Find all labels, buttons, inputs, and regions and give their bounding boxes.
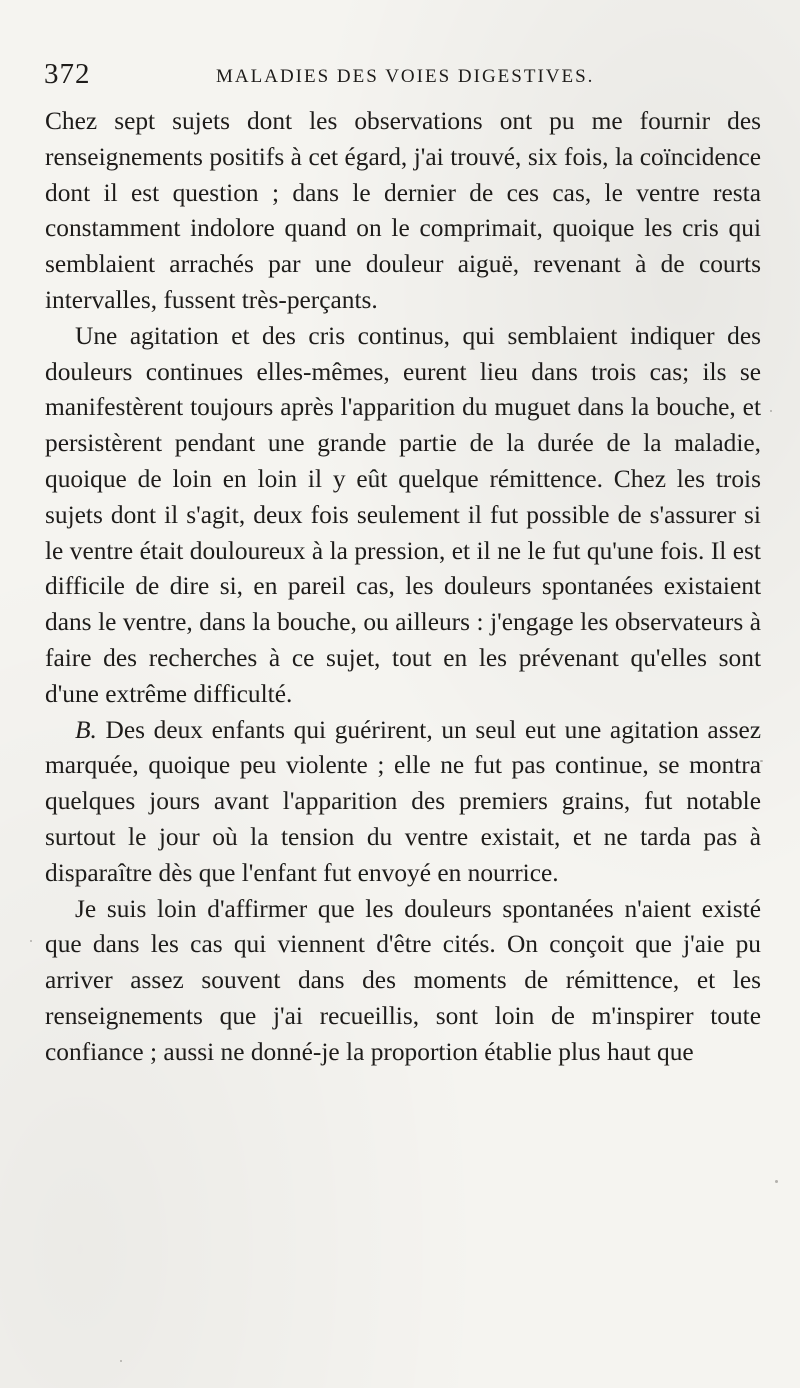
paper-speck [760,760,763,762]
paragraph-text: Une agitation et des cris continus, qui semblaient indiquer des douleurs continues elles-mêmes, eurent lieu dans trois cas; ils se manifestèrent toujours après l'apparition du muguet dans la bouche, et persistèrent pendant une grande partie de la durée de la maladie, quoique de loin en loin il y eût quelque rémittence. Chez les trois sujets dont il s'agit, deux fois seulement il fut possible de s'assurer si le ventre était douloureux à la pression, et il ne le fut qu'une fois. Il est difficile de dire si, en pareil cas, les douleurs spontanées existaient dans le ventre, dans la bouche, ou ailleurs : j'engage les observateurs à faire des recherches à ce sujet, tout en les prévenant qu'elles sont d'une extrême difficulté. [45,321,761,708]
paper-speck [775,1180,778,1183]
body-text [45,104,761,1071]
paragraph [45,104,761,319]
paper-speck [30,940,32,942]
paragraph-text: Des deux enfants qui guérirent, un seul eut une agitation assez marquée, quoique peu violente ; elle ne fut pas continue, se montra quelques jours avant l'apparition des premiers grains, fut notable surtout le jour où la tension du ventre existait, et ne tarda pas à disparaître dès que l'enfant fut envoyé en nourrice. [45,715,761,887]
paragraph [45,892,761,1071]
paper-speck [770,410,772,412]
paragraph [45,319,761,713]
paper-speck [728,118,731,121]
paragraph [45,713,761,892]
paper-speck [120,1360,122,1362]
section-letter: B. [75,715,97,744]
paragraph-text: Chez sept sujets dont les observations ont pu me fournir des renseignements positifs à cet égard, j'ai trouvé, six fois, la coïncidence dont il est question ; dans le dernier de ces cas, le ventre resta constamment indolore quand on le comprimait, quoique les cris qui semblaient arrachés par une douleur aiguë, revenant à de courts intervalles, fussent très-perçants. [45,107,761,314]
page-number: 372 [44,58,91,90]
running-head: MALADIES DES VOIES DIGESTIVES. [216,66,595,87]
paragraph-text: Je suis loin d'affirmer que les douleurs spontanées n'aient existé que dans les cas qui viennent d'être cités. On conçoit que j'aie pu arriver assez souvent dans des moments de rémittence, et les renseignements que j'ai recueillis, sont loin de m'inspirer toute confiance ; aussi ne donné-je la proportion établie plus haut que [45,894,761,1066]
page-header [40,58,760,98]
